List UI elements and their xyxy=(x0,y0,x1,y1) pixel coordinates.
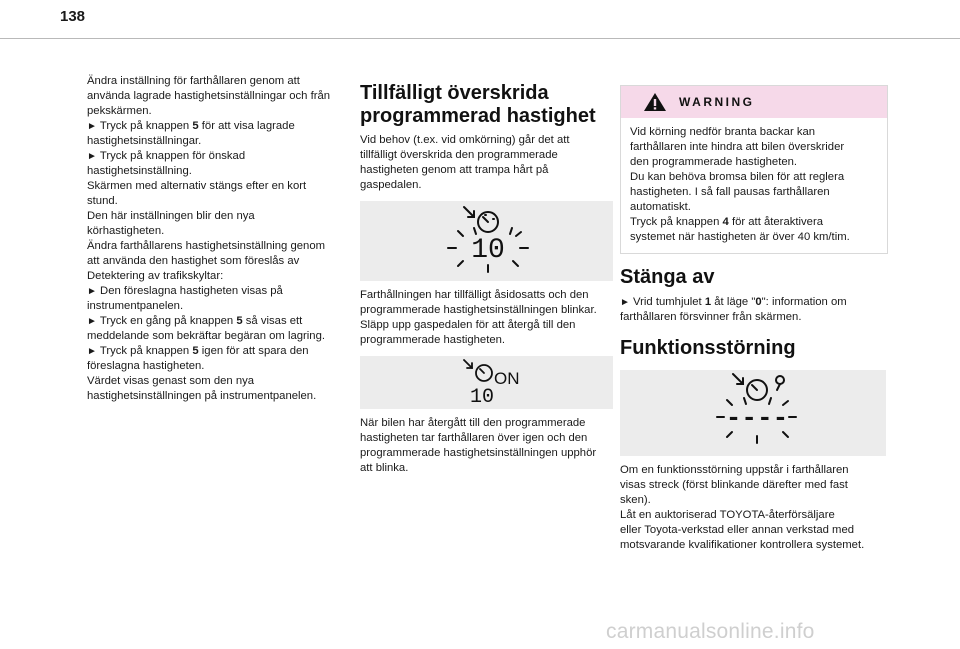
col1.lines-line: hastighetsinställning. xyxy=(87,165,192,177)
col2.para2-line: programmerade hastigheten. xyxy=(360,334,506,346)
stop-line: ► Vrid tumhjulet 1 åt läge "0": information om xyxy=(620,296,847,308)
col3.para_fault-line: visas streck (först blinkande därefter med fast xyxy=(620,479,848,491)
bullet-arrow-icon: ► xyxy=(87,286,97,297)
col1.lines-line: föreslagna hastigheten. xyxy=(87,360,205,372)
bullet-arrow-icon: ► xyxy=(87,121,97,132)
fig2-on-label: ON xyxy=(494,369,520,388)
column-2 xyxy=(360,82,615,476)
bullet-arrow-icon: ► xyxy=(87,151,97,162)
warning-line: automatiskt. xyxy=(630,201,691,213)
col2.para3-line: programmerade hastighetsinställningen upphör xyxy=(360,447,597,459)
figure-override-display xyxy=(360,201,613,281)
warning-line: hastigheten. I så fall pausas farthållaren xyxy=(630,186,830,198)
warning-line: systemet när hastigheten är över 40 km/tim. xyxy=(630,231,850,243)
override-blink-text xyxy=(360,288,615,348)
col3.para_fault-line: Låt en auktoriserad TOYOTA-återförsäljare xyxy=(620,509,835,521)
warning-line: Tryck på knappen 4 för att återaktivera xyxy=(630,216,823,228)
column-1 xyxy=(87,74,349,404)
col1.lines-line: Ändra inställning för farthållaren genom att xyxy=(87,75,300,87)
col3.para_fault-line: motsvarande kvalifikationer kontrollera systemet. xyxy=(620,539,865,551)
col1.lines-line: ► Tryck på knappen för önskad xyxy=(87,150,246,162)
col1.lines-line: Den här inställningen blir den nya xyxy=(87,210,255,222)
col1.lines-line: Ändra farthållarens hastighetsinställning genom xyxy=(87,240,326,252)
warning-title: WARNING xyxy=(679,95,755,109)
resume-text xyxy=(360,416,615,476)
col3.para_fault-line: Om en funktionsstörning uppstår i farthållaren xyxy=(620,464,849,476)
col1.lines-line: ► Den föreslagna hastigheten visas på xyxy=(87,285,283,297)
col2.para2-line: Släpp upp gaspedalen för att återgå till den xyxy=(360,319,576,331)
button-number: 5 xyxy=(192,345,199,357)
warning-line: Du kan behöva bromsa bilen för att reglera xyxy=(630,171,845,183)
col1.lines-line: Värdet visas genast som den nya xyxy=(87,375,255,387)
header-rule xyxy=(0,38,960,39)
column-3 xyxy=(620,85,888,553)
warning-text xyxy=(621,118,887,253)
section-heading-fault: Funktionsstörning xyxy=(620,337,796,359)
col1.lines-line: att använda den hastighet som föreslås av xyxy=(87,255,300,267)
col1.lines-line: ► Tryck på knappen 5 för att visa lagrade xyxy=(87,120,295,132)
col1.lines-line: hastighetsinställningar. xyxy=(87,135,202,147)
warning-line: den programmerade hastigheten. xyxy=(630,156,798,168)
warning-line: Vid körning nedför branta backar kan xyxy=(630,126,816,138)
thumbwheel-number: 1 xyxy=(704,296,712,308)
stop-line: farthållaren försvinner från skärmen. xyxy=(620,311,802,323)
col1.lines-line: meddelande som bekräftar begäran om lagring. xyxy=(87,330,326,342)
col1.lines-line: stund. xyxy=(87,195,118,207)
fig2-speed-value: 10 xyxy=(470,386,495,409)
col2.para1-line: tillfälligt överskrida den programmerade xyxy=(360,149,558,161)
figure-resume-display xyxy=(360,356,613,409)
override-intro xyxy=(360,133,615,193)
col2.para1-line: gaspedalen. xyxy=(360,179,422,191)
button-number: 4 xyxy=(722,216,729,228)
bullet-arrow-icon: ► xyxy=(87,346,97,357)
button-number: 5 xyxy=(192,120,199,132)
button-number: 5 xyxy=(236,315,243,327)
position-zero: 0 xyxy=(755,296,762,308)
bullet-arrow-icon: ► xyxy=(620,297,630,308)
col3.para_fault-line: eller Toyota-verkstad eller annan verkstad med xyxy=(620,524,855,536)
warning-box xyxy=(620,85,888,254)
fig3-dashes: ---- xyxy=(725,403,789,433)
page-number: 138 xyxy=(60,8,86,25)
figure-fault-display xyxy=(620,370,886,456)
column-1-text xyxy=(87,74,349,404)
warning-line: farthållaren inte hindra att bilen överskrider xyxy=(630,141,845,153)
fault-display-icon xyxy=(620,370,886,456)
section-heading-override: Tillfälligt överskrida programmerad hastighet xyxy=(360,82,596,127)
col1.lines-line: körhastigheten. xyxy=(87,225,165,237)
col1.lines-line: Detektering av trafikskyltar: xyxy=(87,270,224,282)
section-heading-stop: Stänga av xyxy=(620,266,715,288)
col1.lines-line: ► Tryck på knappen 5 igen för att spara den xyxy=(87,345,309,357)
watermark-text: carmanualsonline.info xyxy=(606,620,815,643)
col2.para1-line: Vid behov (t.ex. vid omkörning) går det att xyxy=(360,134,570,146)
col1.lines-line: Skärmen med alternativ stängs efter en kort xyxy=(87,180,307,192)
fig1-speed-value: 10 xyxy=(471,235,505,266)
bullet-arrow-icon: ► xyxy=(87,316,97,327)
warning-triangle-icon xyxy=(643,92,667,112)
speed-on-icon xyxy=(360,356,613,409)
col2.para1-line: hastigheten genom att trampa hårt på xyxy=(360,164,549,176)
fault-text xyxy=(620,463,888,553)
col1.lines-line: pekskärmen. xyxy=(87,105,152,117)
col2.para2-line: Farthållningen har tillfälligt åsidosatts och den xyxy=(360,289,589,301)
col1.lines-line: ► Tryck en gång på knappen 5 så visas ett xyxy=(87,315,303,327)
col2.para3-line: att blinka. xyxy=(360,462,409,474)
speed-display-icon xyxy=(360,201,613,281)
col2.para3-line: hastigheten tar farthållaren över igen och den xyxy=(360,432,588,444)
warning-header xyxy=(621,86,887,118)
stop-text xyxy=(620,295,888,325)
col2.para2-line: programmerade hastighetsinställningen blinkar. xyxy=(360,304,597,316)
col3.para_fault-line: sken). xyxy=(620,494,651,506)
col1.lines-line: använda lagrade hastighetsinställningar och från xyxy=(87,90,331,102)
col2.para3-line: När bilen har återgått till den programmerade xyxy=(360,417,586,429)
col1.lines-line: hastighetsinställningen på instrumentpanelen. xyxy=(87,390,317,402)
col1.lines-line: instrumentpanelen. xyxy=(87,300,184,312)
